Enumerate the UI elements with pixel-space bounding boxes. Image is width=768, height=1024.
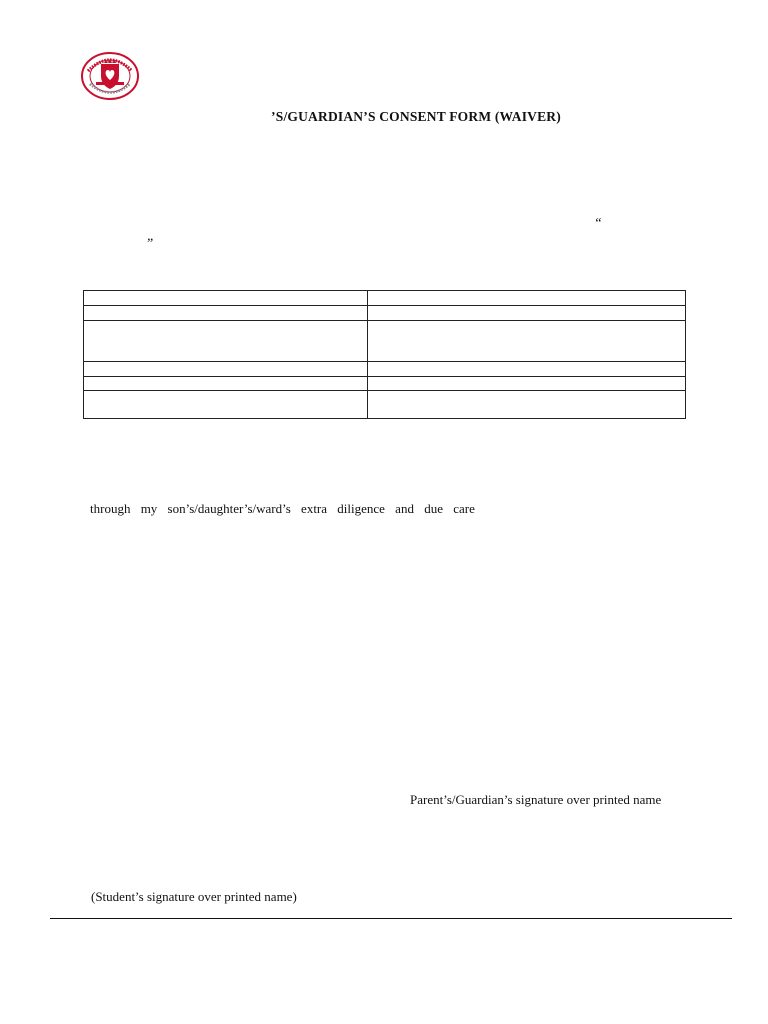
table-cell-value[interactable] [368, 362, 686, 377]
table-row [84, 291, 686, 306]
table-row [84, 362, 686, 377]
table-cell-value[interactable] [368, 306, 686, 321]
footer-divider [50, 918, 732, 919]
table-cell-label[interactable] [84, 291, 368, 306]
open-quote-mark: “ [594, 216, 602, 231]
table-row [84, 321, 686, 362]
table-cell-label[interactable] [84, 362, 368, 377]
student-signature-label: (Student’s signature over printed name) [91, 889, 297, 904]
table-row [84, 306, 686, 321]
table-cell-value[interactable] [368, 377, 686, 391]
close-quote-mark: „ [147, 229, 155, 244]
table-cell-label[interactable] [84, 321, 368, 362]
table-cell-label[interactable] [84, 391, 368, 419]
diligence-statement: through my son’s/daughter’s/ward’s extra diligence and due care [90, 501, 475, 516]
school-seal-logo [80, 51, 140, 101]
parent-signature-label: Parent’s/Guardian’s signature over printed name [410, 792, 662, 807]
table-row [84, 391, 686, 419]
table-cell-value[interactable] [368, 291, 686, 306]
table-cell-label[interactable] [84, 306, 368, 321]
table-cell-value[interactable] [368, 391, 686, 419]
table-cell-value[interactable] [368, 321, 686, 362]
form-title: ’S/GUARDIAN’S CONSENT FORM (WAIVER) [271, 109, 561, 124]
table-row [84, 377, 686, 391]
student-info-table [83, 290, 686, 419]
table-cell-label[interactable] [84, 377, 368, 391]
